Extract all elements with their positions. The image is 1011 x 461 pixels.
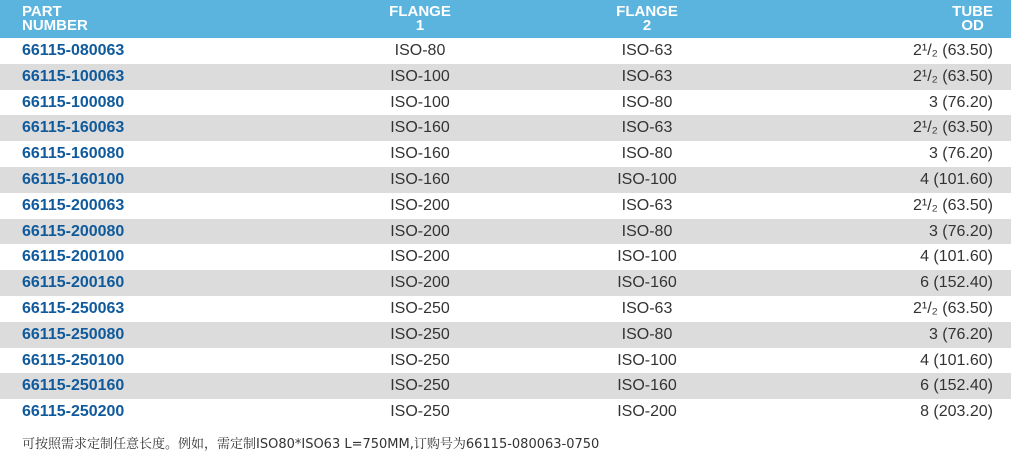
tube-od-cell: 8 (203.20) <box>920 403 993 421</box>
table-row <box>0 270 1011 296</box>
part-number-cell: 66115-200080 <box>22 222 125 240</box>
header-tube-line1: TUBE <box>952 3 993 20</box>
part-number-cell: 66115-100080 <box>22 93 125 111</box>
flange2-cell: ISO-160 <box>617 377 677 395</box>
tube-od-cell: 4 (101.60) <box>920 351 993 369</box>
flange2-cell: ISO-63 <box>621 119 673 137</box>
header-flange1-line1: FLANGE <box>389 3 451 20</box>
part-number-cell: 66115-250200 <box>22 403 125 421</box>
table-row <box>0 399 1011 425</box>
table-row <box>0 193 1011 219</box>
table-row <box>0 348 1011 374</box>
flange2-cell: ISO-100 <box>617 170 677 188</box>
flange1-cell: ISO-250 <box>390 403 450 421</box>
part-number-cell: 66115-200160 <box>22 274 125 292</box>
table-row <box>0 244 1011 270</box>
flange2-cell: ISO-80 <box>621 222 673 240</box>
flange1-cell: ISO-160 <box>390 119 450 137</box>
flange2-cell: ISO-100 <box>617 248 677 266</box>
flange2-cell: ISO-63 <box>621 299 673 317</box>
flange2-cell: ISO-200 <box>617 403 677 421</box>
part-number-cell: 66115-200063 <box>22 196 125 214</box>
part-number-cell: 66115-250100 <box>22 351 125 369</box>
flange1-cell: ISO-200 <box>390 248 450 266</box>
part-number-cell: 66115-160080 <box>22 145 125 163</box>
table-row <box>0 219 1011 245</box>
flange2-cell: ISO-160 <box>617 274 677 292</box>
part-number-cell: 66115-080063 <box>22 42 125 59</box>
flange1-cell: ISO-250 <box>390 299 450 317</box>
tube-od-cell: 6 (152.40) <box>920 377 993 395</box>
flange1-cell: ISO-250 <box>390 325 450 343</box>
table-row <box>0 38 1011 64</box>
header-flange-2 <box>567 5 727 33</box>
part-number-cell: 66115-200100 <box>22 248 125 266</box>
header-flange-1 <box>340 5 500 33</box>
flange2-cell: ISO-100 <box>617 351 677 369</box>
flange1-cell: ISO-200 <box>390 222 450 240</box>
table-row <box>0 296 1011 322</box>
header-tube-line2: OD <box>961 17 984 34</box>
tube-od-cell: 3 (76.20) <box>928 222 993 240</box>
part-number-cell: 66115-250063 <box>22 299 125 317</box>
flange2-cell: ISO-80 <box>621 145 673 163</box>
tube-od-cell: 2¹/₂ (63.50) <box>912 196 993 214</box>
flange1-cell: ISO-200 <box>390 196 450 214</box>
table-row <box>0 64 1011 90</box>
table-row <box>0 322 1011 348</box>
header-flange2-line2: 2 <box>642 17 652 34</box>
flange1-cell: ISO-200 <box>390 274 450 292</box>
flange1-cell: ISO-250 <box>390 377 450 395</box>
header-part-line2: NUMBER <box>22 17 88 34</box>
tube-od-cell: 3 (76.20) <box>928 145 993 163</box>
tube-od-cell: 2¹/₂ (63.50) <box>912 42 993 59</box>
table-row <box>0 141 1011 167</box>
table-row <box>0 90 1011 116</box>
flange2-cell: ISO-80 <box>621 325 673 343</box>
tube-od-cell: 2¹/₂ (63.50) <box>912 67 993 85</box>
flange1-cell: ISO-250 <box>390 351 450 369</box>
table-header <box>0 0 1011 38</box>
flange2-cell: ISO-80 <box>621 93 673 111</box>
header-tube-od <box>952 5 993 33</box>
header-part-line1: PART <box>22 3 62 20</box>
tube-od-cell: 4 (101.60) <box>920 248 993 266</box>
custom-length-note: 可按照需求定制任意长度。例如，需定制ISO80*ISO63 L=750MM,订购号为66115-080063-0750 <box>22 437 600 452</box>
part-number-cell: 66115-100063 <box>22 67 125 85</box>
tube-od-cell: 3 (76.20) <box>928 325 993 343</box>
table-row <box>0 373 1011 399</box>
flange1-cell: ISO-80 <box>394 42 446 59</box>
table-row <box>0 115 1011 141</box>
table-row <box>0 167 1011 193</box>
flange1-cell: ISO-100 <box>390 93 450 111</box>
flange1-cell: ISO-100 <box>390 67 450 85</box>
part-number-cell: 66115-250080 <box>22 325 125 343</box>
tube-od-cell: 2¹/₂ (63.50) <box>912 119 993 137</box>
tube-od-cell: 6 (152.40) <box>920 274 993 292</box>
header-part-number <box>22 5 88 33</box>
flange2-cell: ISO-63 <box>621 67 673 85</box>
part-number-cell: 66115-250160 <box>22 377 125 395</box>
tube-od-cell: 4 (101.60) <box>920 170 993 188</box>
flange2-cell: ISO-63 <box>621 42 673 59</box>
header-flange1-line2: 1 <box>415 17 425 34</box>
tube-od-cell: 2¹/₂ (63.50) <box>912 299 993 317</box>
header-flange2-line1: FLANGE <box>616 3 678 20</box>
flange2-cell: ISO-63 <box>621 196 673 214</box>
flange1-cell: ISO-160 <box>390 145 450 163</box>
part-number-cell: 66115-160063 <box>22 119 125 137</box>
part-number-cell: 66115-160100 <box>22 170 125 188</box>
tube-od-cell: 3 (76.20) <box>928 93 993 111</box>
flange1-cell: ISO-160 <box>390 170 450 188</box>
